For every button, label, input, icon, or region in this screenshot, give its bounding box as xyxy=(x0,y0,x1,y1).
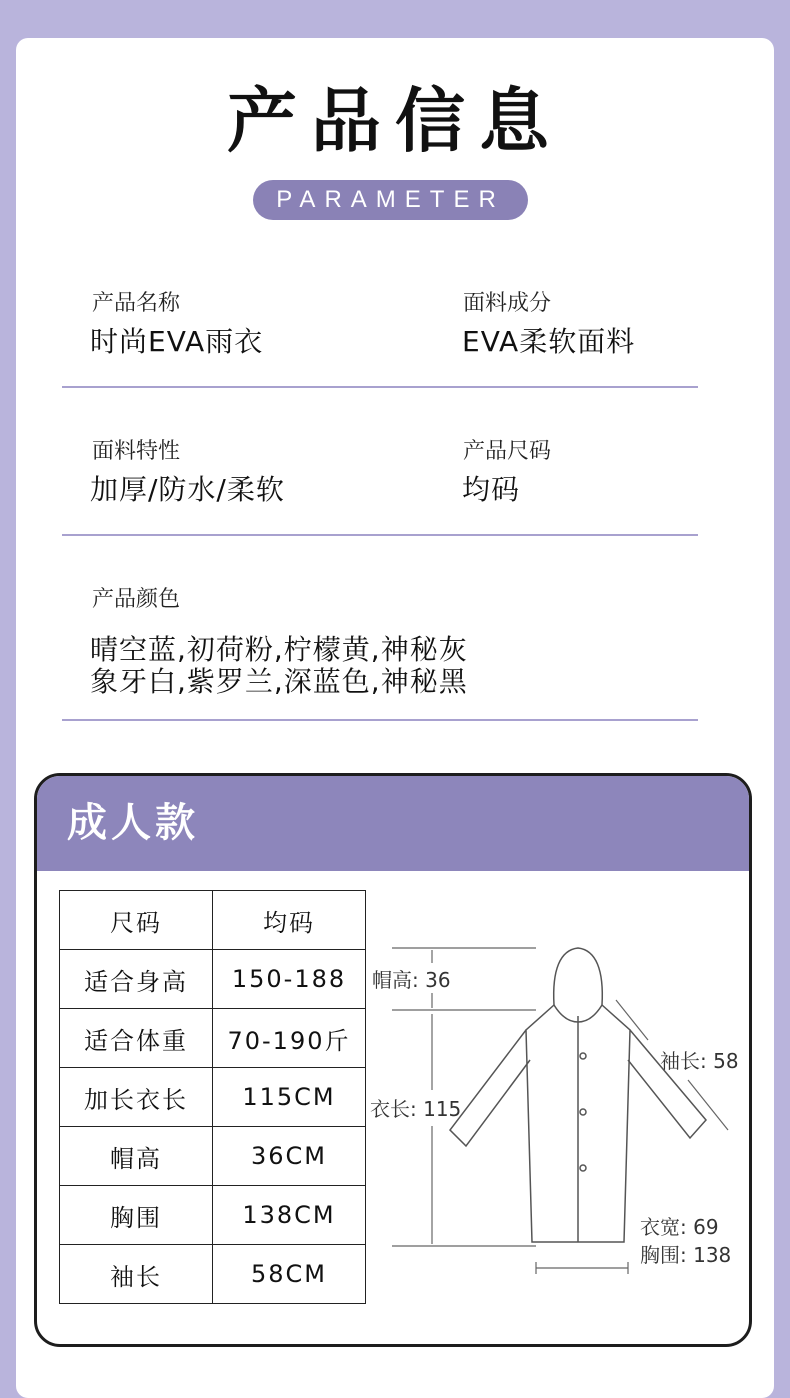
table-row xyxy=(60,1009,366,1068)
width-label: 衣宽: 69 xyxy=(640,1215,719,1239)
product-name-value: 时尚EVA雨衣 xyxy=(90,325,264,358)
table-cell: 适合身高 xyxy=(60,950,213,1009)
sleeve-label: 袖长: 58 xyxy=(660,1049,739,1073)
table-cell: 36CM xyxy=(213,1127,366,1186)
button-icon xyxy=(580,1053,586,1059)
button-icon xyxy=(580,1165,586,1171)
divider xyxy=(62,534,698,536)
chest-label: 胸围: 138 xyxy=(640,1243,732,1267)
product-color-line-1: 晴空蓝,初荷粉,柠檬黄,神秘灰 xyxy=(90,633,468,666)
divider xyxy=(62,719,698,721)
adult-panel-title: 成人款 xyxy=(67,800,199,846)
fabric-value: EVA柔软面料 xyxy=(462,325,636,358)
product-color-label: 产品颜色 xyxy=(92,587,181,612)
button-icon xyxy=(580,1109,586,1115)
table-cell: 70-190斤 xyxy=(213,1009,366,1068)
product-size-label: 产品尺码 xyxy=(463,439,552,464)
adult-panel-header xyxy=(37,776,749,871)
table-cell: 138CM xyxy=(213,1186,366,1245)
table-row xyxy=(60,950,366,1009)
table-row xyxy=(60,1068,366,1127)
table-cell: 尺码 xyxy=(60,891,213,950)
table-cell: 115CM xyxy=(213,1068,366,1127)
table-row xyxy=(60,1127,366,1186)
raincoat-diagram xyxy=(366,930,750,1280)
table-cell: 帽高 xyxy=(60,1127,213,1186)
product-name-label: 产品名称 xyxy=(92,291,181,316)
table-cell: 150-188 xyxy=(213,950,366,1009)
product-size-value: 均码 xyxy=(462,473,521,506)
size-table xyxy=(59,890,366,1304)
raincoat-outline xyxy=(450,948,706,1242)
page-title: 产品信息 xyxy=(227,80,563,162)
divider xyxy=(62,386,698,388)
fabric-feature-label: 面料特性 xyxy=(92,439,181,464)
fabric-label: 面料成分 xyxy=(463,291,552,316)
table-cell: 袖长 xyxy=(60,1245,213,1304)
table-cell: 均码 xyxy=(213,891,366,950)
product-color-line-2: 象牙白,紫罗兰,深蓝色,神秘黑 xyxy=(90,665,468,698)
button-icons xyxy=(580,1053,586,1171)
table-cell: 胸围 xyxy=(60,1186,213,1245)
table-row xyxy=(60,1186,366,1245)
hood-height-label: 帽高: 36 xyxy=(372,968,451,992)
table-cell: 58CM xyxy=(213,1245,366,1304)
parameter-badge: PARAMETER xyxy=(253,180,528,220)
table-cell: 适合体重 xyxy=(60,1009,213,1068)
fabric-feature-value: 加厚/防水/柔软 xyxy=(90,473,285,506)
table-row xyxy=(60,1245,366,1304)
length-label: 衣长: 115 xyxy=(370,1097,462,1121)
table-cell: 加长衣长 xyxy=(60,1068,213,1127)
table-row xyxy=(60,891,366,950)
